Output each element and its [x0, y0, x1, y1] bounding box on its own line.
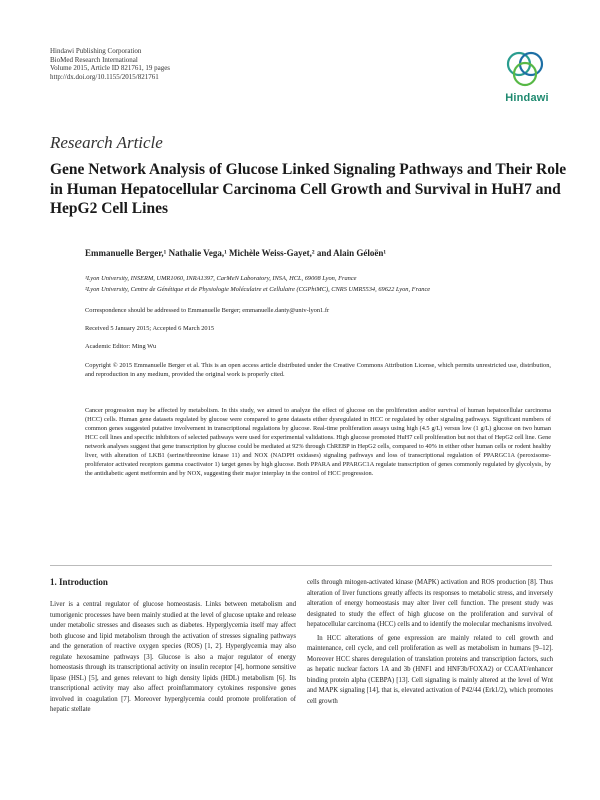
abstract: Cancer progression may be affected by metabolism. In this study, we aimed to analyze the effect of glucose on the proliferation and/or survival of human hepatocellular carcinoma (HCC) cells. Human gene datasets regulated by glucose were compared to gene datasets either dysregulated in HCC or regulated by other signaling pathways. Significant numbers of common genes suggested putative involvement in transcriptional regulations by glucose. Real-time proliferation assays using high (4.5 g/L) versus low (1 g/L) glucose on two human HCC cell lines and specific inhibitors of selected pathways were used for experimental validations. High glucose promoted HuH7 cell proliferation but not that of HepG2 cell line. Gene network analyses suggest that gene transcription by glucose could be mediated at 92% through ChREBP in HepG2 cells, compared to 40% in either other human cells or rodent healthy liver, with alteration of LKB1 (serine/threonine kinase 11) and NOX (NADPH oxidases) signaling pathways and loss of transcriptional regulation of PPARGC1A (peroxisome-proliferator activated receptors gamma coactivator 1) target genes by high glucose. Both PPARA and PPARGC1A regulate transcription of genes commonly regulated by glycolysis, by the antidiabetic agent metformin and by NOX, suggesting their major interplay in the control of HCC progression. [85, 407, 552, 477]
paper-title: Gene Network Analysis of Glucose Linked Signaling Pathways and Their Role in Human Hepatocellular Carcinoma Cell Growth and Survival in HuH7 and HepG2 Cell Lines [50, 161, 567, 217]
correspondence: Correspondence should be addressed to Emmanuelle Berger; emmanuelle.danty@univ-lyon1.fr [85, 307, 330, 314]
divider [50, 565, 552, 566]
copyright: Copyright © 2015 Emmanuelle Berger et al. This is an open access article distributed under the Creative Commons Attribution License, which permits unrestricted use, distribution, and reproduction in any medium, provided the original work is properly cited. [85, 362, 551, 378]
academic-editor: Academic Editor: Ming Wu [85, 343, 157, 350]
received-dates: Received 5 January 2015; Accepted 6 March 2015 [85, 325, 215, 332]
journal-header [50, 47, 170, 81]
section-heading: 1. Introduction [50, 577, 108, 587]
publisher: Hindawi Publishing Corporation [50, 47, 142, 55]
logo-text: Hindawi [505, 92, 549, 104]
paragraph: In HCC alterations of gene expression are mainly related to cell growth and maintenance, cell cycle, and cell proliferation as well as metabolism in humans [9–12]. Moreover HCC shares deregulation of translation proteins and transcription factors, such as hepatic nuclear factors 1A and 3b (HNF1 and HNF3b/FOXA2) or CCAAT/enhancer binding protein alpha (CEBPA) [13]. Cell signaling is mainly altered at the level of Wnt and MAPK signaling [14], that is, elevated activation of P42/44 (Erk1/2), which promotes cell growth [307, 634, 553, 705]
intro-left-column: Liver is a central regulator of glucose homeostasis. Links between metabolism and tumorigenic processes have been mainly studied at the level of glucose uptake and release under metabolic stresses and diseases such as diabetes. Hyperglycemia itself may affect both glucose and lipid metabolism through the activation of stresses signaling pathways and the generation of reactive oxygen species (ROS) [1, 2]. Hyperglycemia may also regulate hexosamine pathways [3]. Glucose is also a major regulator of energy homeostasis through its transcriptional activity on insulin receptor [4], hormone sensitive lipase (HSL) [5], and genes relevant to high density lipids (HDL) metabolism [6]. Its transcriptional activity may also affect proinflammatory cytokines responsive genes involved in coagulation [7]. Moreover hyperglycemia could promote proliferation of hepatic stellate [50, 601, 296, 713]
doi-link[interactable]: http://dx.doi.org/10.1155/2015/821761 [50, 72, 159, 81]
paragraph: cells through mitogen-activated kinase (MAPK) activation and ROS production [8]. Thus alteration of liver functions greatly affects its responses to metabolic stress, and inversely alteration of energy homeostasis may alter liver cell function. The present study was designated to study the effect of high glucose on the proliferation and survival of hepatocellular carcinoma (HCC) cells and to identify the molecular mechanisms involved. [307, 579, 553, 628]
authors: Emmanuelle Berger,¹ Nathalie Vega,¹ Michèle Weiss-Gayet,² and Alain Géloën¹ [85, 248, 387, 258]
affiliations [85, 274, 565, 295]
affiliation-1: ¹Lyon University, INSERM, UMR1060, INRA1397, CarMeN Laboratory, INSA, HCL, 69008 Lyon, France [85, 275, 357, 282]
affiliation-2: ²Lyon University, Centre de Génétique et de Physiologie Moléculaire et Cellulaire (CGPhiMC), CNRS UMR5534, 69622 Lyon, France [85, 285, 431, 293]
journal-name: BioMed Research International [50, 55, 138, 64]
volume-info: Volume 2015, Article ID 821761, 19 pages [50, 64, 171, 72]
intro-right-column [307, 578, 553, 707]
article-type: Research Article [50, 133, 163, 152]
